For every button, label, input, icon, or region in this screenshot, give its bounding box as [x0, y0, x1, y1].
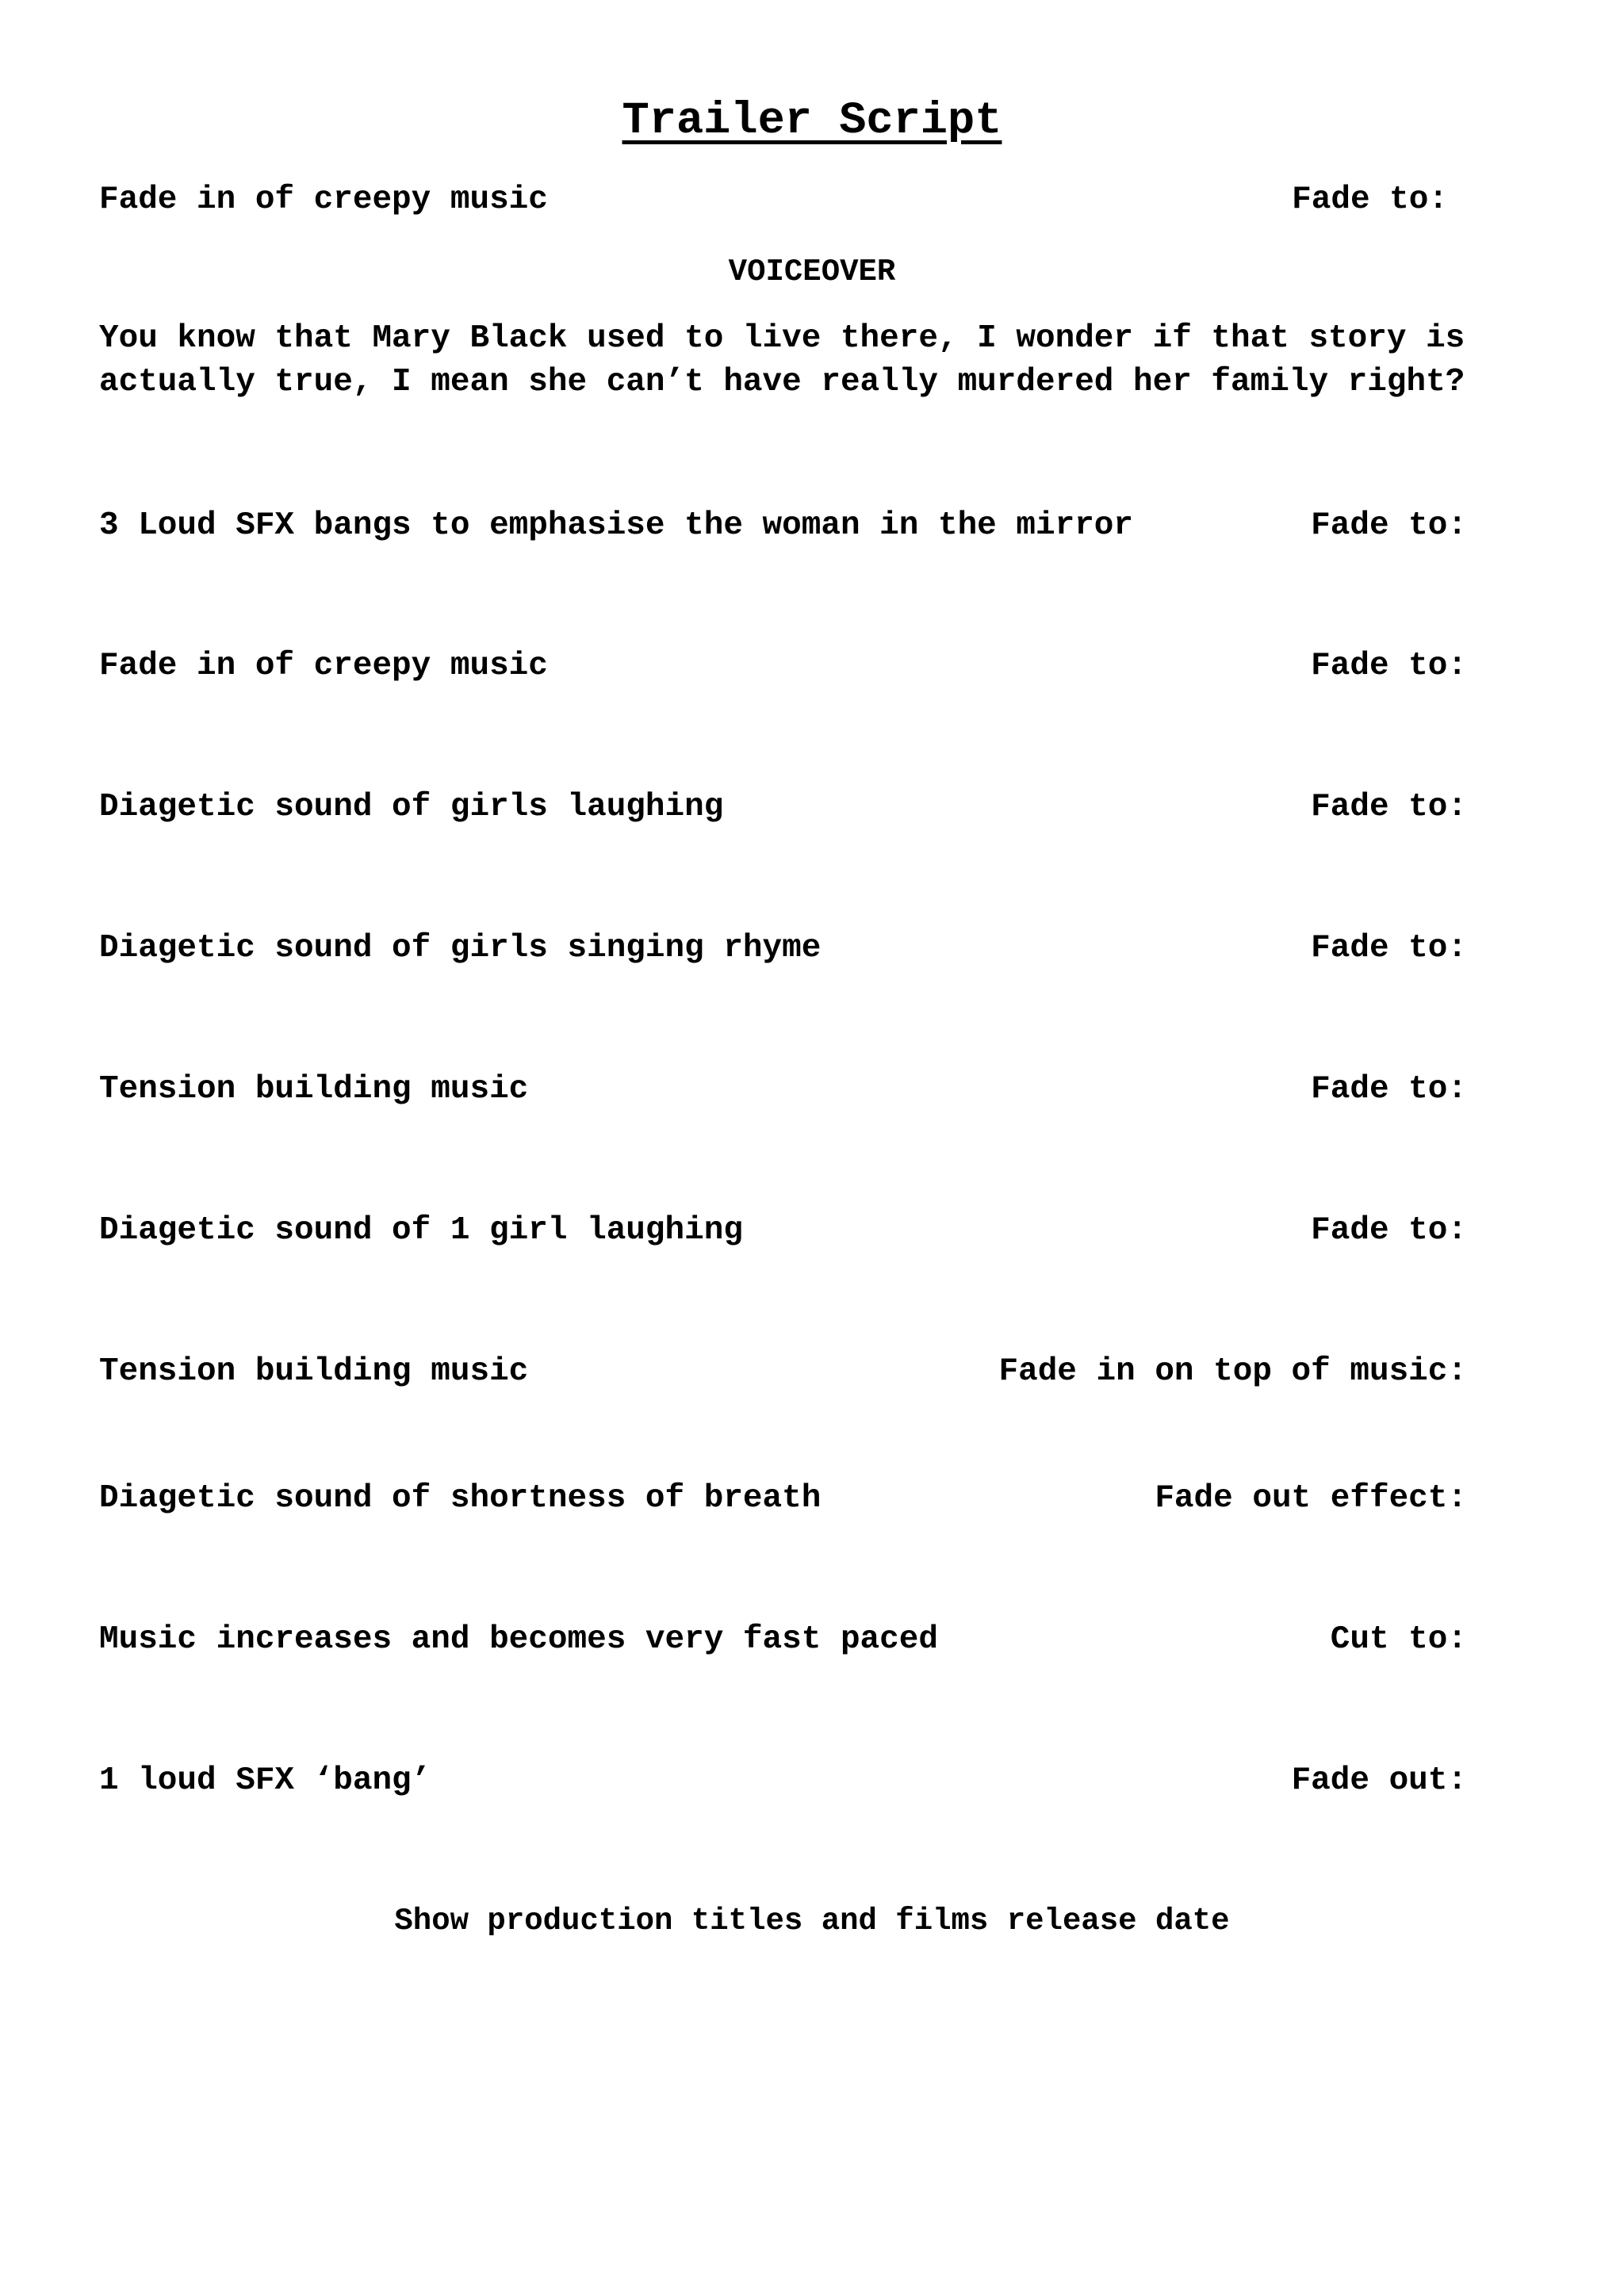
cue-action: 1 loud SFX ‘bang’ — [99, 1762, 431, 1799]
cue-transition: Fade in on top of music: — [998, 1353, 1467, 1390]
voiceover-dialogue — [99, 317, 1590, 404]
cue-action: Diagetic sound of 1 girl laughing — [99, 1212, 743, 1249]
cue-transition: Cut to: — [1330, 1621, 1467, 1658]
cue-transition: Fade to: — [1311, 789, 1467, 825]
intro-transition: Fade to: — [1292, 182, 1448, 218]
voiceover-heading: VOICEOVER — [728, 254, 896, 289]
cue-action: Diagetic sound of girls singing rhyme — [99, 930, 822, 966]
cue-action: Diagetic sound of girls laughing — [99, 789, 724, 825]
voiceover-line: You know that Mary Black used to live there, I wonder if that story is — [99, 320, 1465, 357]
cue-action: Tension building music — [99, 1353, 529, 1390]
closing-note: Show production titles and films release date — [394, 1904, 1230, 1938]
cue-transition: Fade to: — [1311, 1212, 1467, 1249]
cue-transition: Fade out effect: — [1155, 1480, 1467, 1517]
cue-action: Music increases and becomes very fast paced — [99, 1621, 938, 1658]
cue-transition: Fade out: — [1291, 1762, 1467, 1799]
cue-action: Tension building music — [99, 1071, 529, 1108]
cue-transition: Fade to: — [1311, 930, 1467, 966]
page-title: Trailer Script — [622, 96, 1002, 147]
cue-action: Fade in of creepy music — [99, 648, 548, 684]
cue-transition: Fade to: — [1311, 1071, 1467, 1108]
cue-action: 3 Loud SFX bangs to emphasise the woman in the mirror — [99, 507, 1134, 544]
cue-transition: Fade to: — [1311, 507, 1467, 544]
cue-transition: Fade to: — [1311, 648, 1467, 684]
intro-action: Fade in of creepy music — [99, 182, 548, 218]
cue-action: Diagetic sound of shortness of breath — [99, 1480, 822, 1517]
voiceover-line: actually true, I mean she can’t have really murdered her family right? — [99, 364, 1465, 400]
